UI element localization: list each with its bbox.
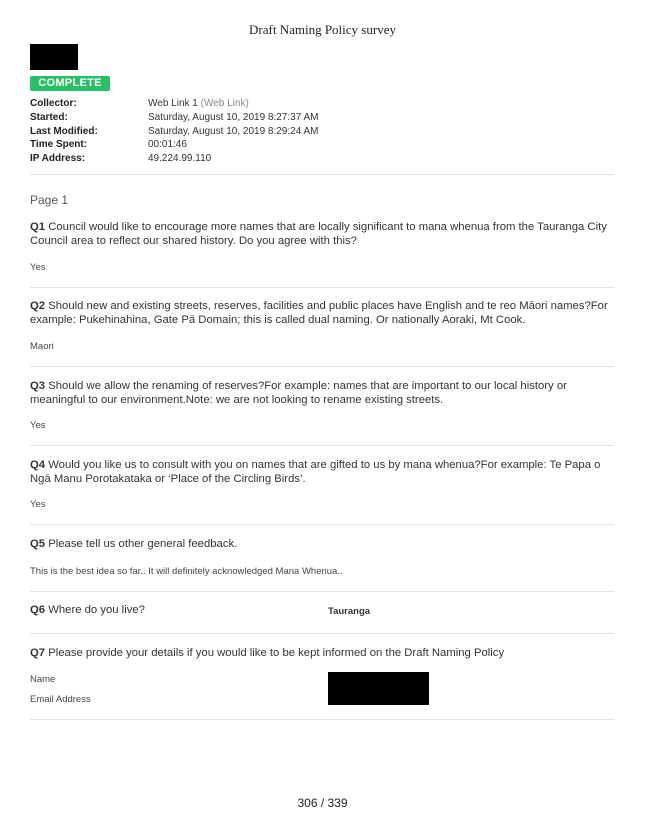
divider — [30, 524, 614, 525]
divider — [30, 445, 614, 446]
answer-4: Yes — [30, 499, 46, 510]
meta-row-modified — [30, 125, 614, 139]
answer-1: Yes — [30, 262, 46, 273]
answer-2: Maori — [30, 341, 54, 352]
divider — [30, 633, 614, 634]
redacted-logo — [30, 44, 78, 70]
started-value: Saturday, August 10, 2019 8:27:37 AM — [148, 111, 319, 123]
question-3: Q3 Should we allow the renaming of reserves?For example: names that are important to our local history or meaningful to our environment.Note: we are not looking to rename existing streets. — [30, 380, 567, 406]
redacted-contact-details — [328, 672, 429, 705]
question-2: Q2 Should new and existing streets, reserves, facilities and public places have English and te reo Māori names?For example: Pukehinahina, Gate Pā Domain; this is called dual naming. Or nationally Aoraki, Mt Cook. — [30, 300, 608, 326]
divider — [30, 591, 614, 592]
meta-row-ip-address — [30, 152, 614, 166]
meta-row-started — [30, 111, 614, 125]
time-spent-label: Time Spent: — [30, 139, 88, 151]
time-spent-value: 00:01:46 — [148, 139, 187, 151]
divider — [30, 719, 614, 720]
ip-address-value: 49.224.99.110 — [148, 153, 212, 165]
answer-3: Yes — [30, 420, 46, 431]
answer-6: Tauranga — [328, 606, 371, 617]
field-label-name: Name — [30, 674, 56, 685]
divider — [30, 174, 614, 175]
field-label-email: Email Address — [30, 694, 91, 705]
divider — [30, 366, 614, 367]
page-label: Page 1 — [30, 193, 69, 207]
collector-label: Collector: — [30, 98, 77, 109]
question-4: Q4 Would you like us to consult with you on names that are gifted to us by mana whenua?For example: Te Papa o Ngā Manu Porotakataka or ‘Place of the Circling Birds’. — [30, 459, 601, 485]
collector-value: Web Link 1 (Web Link) — [148, 98, 249, 109]
question-7: Q7 Please provide your details if you would like to be kept informed on the Draft Naming Policy — [30, 647, 505, 659]
meta-row-time-spent — [30, 138, 614, 152]
ip-address-label: IP Address: — [30, 153, 86, 165]
answer-5: This is the best idea so far.. It will definitely acknowledged Mana Whenua.. — [30, 566, 343, 577]
status-badge: COMPLETE — [30, 76, 110, 91]
question-6: Q6 Where do you live? — [30, 604, 145, 616]
question-1: Q1 Council would like to encourage more names that are locally significant to mana whenua from the Tauranga City Council area to reflect our shared history. Do you agree with this? — [30, 221, 607, 247]
divider — [30, 287, 614, 288]
collector-suffix: (Web Link) — [200, 98, 249, 109]
modified-label: Last Modified: — [30, 125, 98, 137]
started-label: Started: — [30, 111, 68, 123]
response-metadata — [30, 97, 614, 166]
question-5: Q5 Please tell us other general feedback. — [30, 538, 238, 550]
document-title: Draft Naming Policy survey — [249, 22, 396, 37]
meta-row-collector — [30, 97, 614, 111]
modified-value: Saturday, August 10, 2019 8:29:24 AM — [148, 125, 319, 137]
page-number: 306 / 339 — [297, 796, 348, 810]
